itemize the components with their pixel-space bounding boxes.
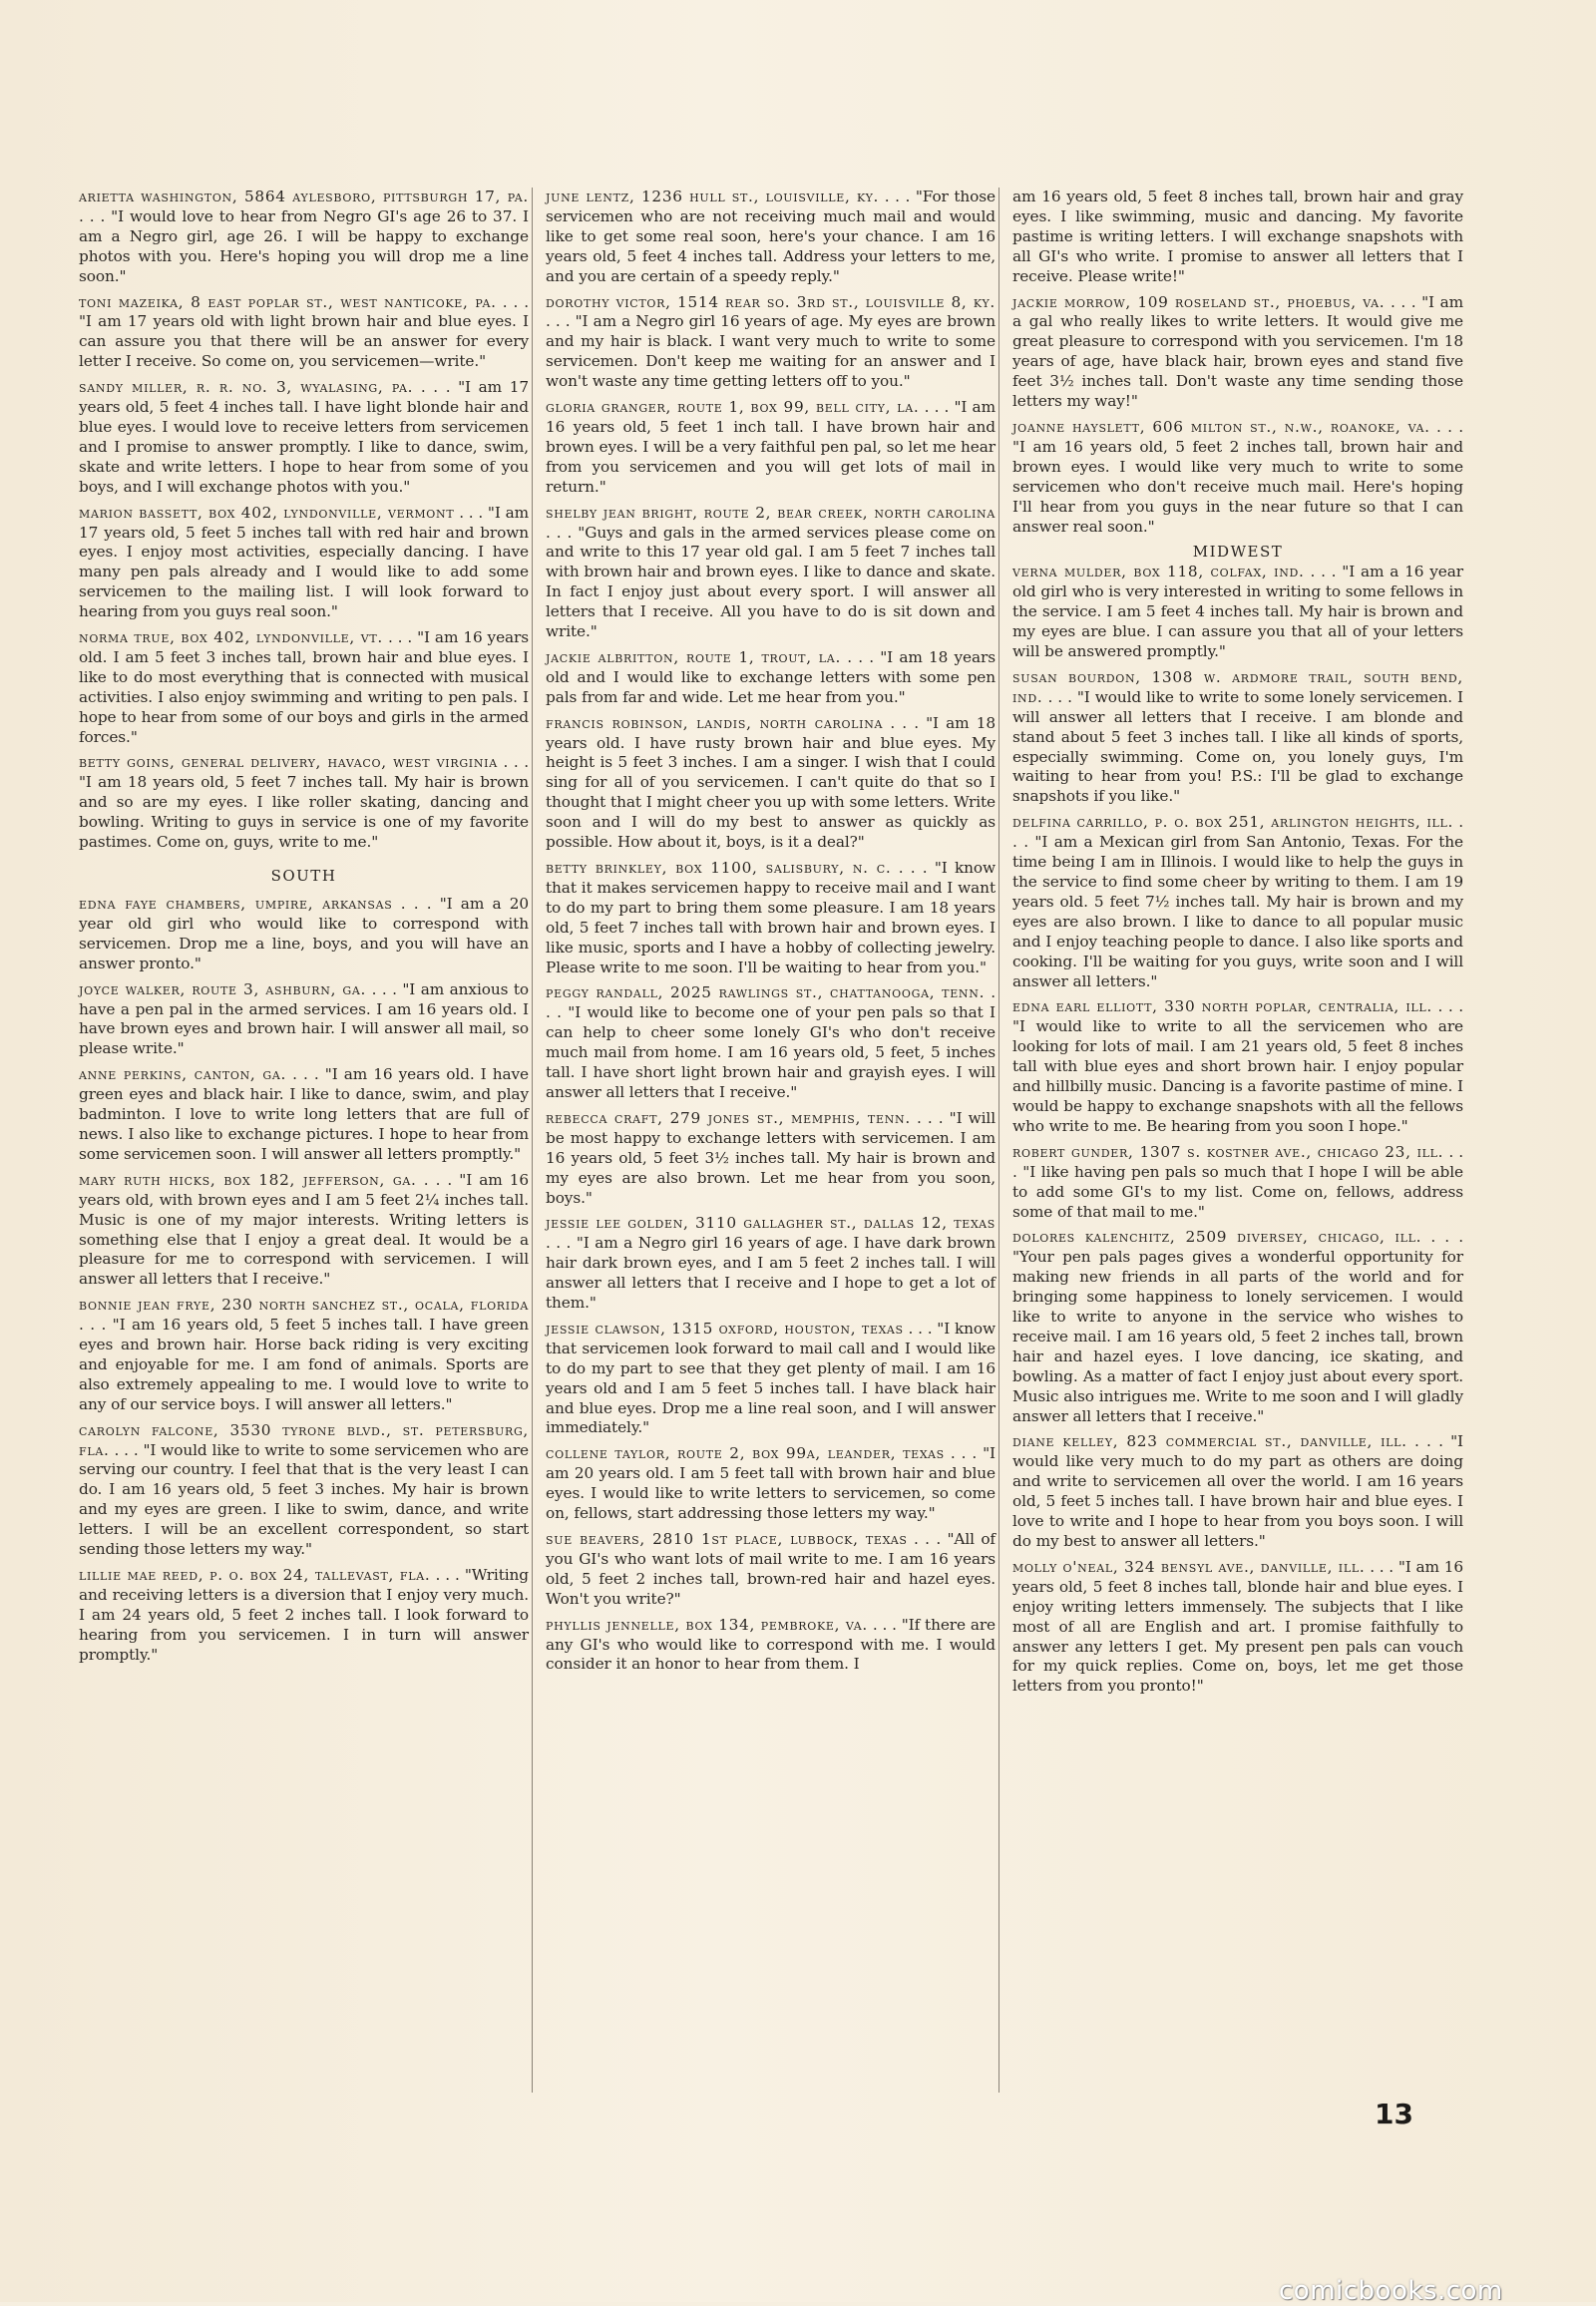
region-heading: MIDWEST [1192,543,1284,562]
entry-letter-text: . . . "I am 16 years old. I am 5 feet 3 inches tall, brown hair and blue eyes. I like to do most everything that is connected with musical activities. I also enjoy swimming and writing to pen pals. I hope to hear from some of our boys and girls in the armed forces." [79,628,530,746]
entry-letter-text: . . . "Your pen pals pages gives a wonderful opportunity for making new friends in all parts of the world and for bringing some happiness to lonely servicemen. I would like to write to anyone in the service who wishes to receive mail. I am 16 years old, 5 feet 2 inches tall, brown hair and hazel eyes. I love dancing, ice skating, and bowling. As a matter of fact I enjoy just about every sport. Music also intrigues me. Write to me soon and I will gladly answer all letters that I receive." [1012,1228,1464,1425]
pen-pal-entry [1012,563,1463,662]
entry-letter-text: . . . "Writing and receiving letters is a diversion that I enjoy very much. I am 24 years old, 5 feet 2 inches tall. I look forward to hearing from you servicemen. I in turn will answer promptly." [79,1566,530,1664]
entry-name-address: peggy randall, 2025 rawlings st., chattanooga, tenn. [546,983,986,1002]
entry-name-address: june lentz, 1236 hull st., louisville, ky. [546,188,880,205]
entry-letter-text: . . . "I would like to write to some servicemen who are serving our country. I feel that that is the very least I can do. I am 16 years old, 5 feet 3 inches. My hair is brown and my eyes are green. I like to swim, dance, and write letters. I will be an excellent correspondent, so start sending those letters my way." [79,1440,529,1559]
entry-name-address: sandy miller, r. r. no. 3, wyalasing, pa. [79,378,414,397]
pen-pal-entry [546,293,996,393]
entry-name-address: susan bourdon, 1308 w. ardmore trail, south bend, ind. [1012,667,1463,706]
entry-name-address: edna faye chambers, umpire, arkansas [79,895,393,913]
entry-name-address: molly o'neal, 324 bensyl ave., danville, ill. [1012,1557,1366,1576]
entry-name-address: carolyn falcone, 3530 tyrone blvd., st. petersburg, fla. [79,1420,529,1459]
pen-pal-entry [1012,188,1463,287]
pen-pal-entry [546,1616,996,1676]
pen-pal-entry [1012,1143,1463,1223]
entry-letter-text: . . . "I am anxious to have a pen pal in the armed services. I am 16 years old. I have brown eyes and brown hair. I will answer all mail, so please write." [79,979,529,1058]
entry-letter-text: . . . "I am 16 years old, 5 feet 2 inches tall, brown hair and brown eyes. I would like very much to write to some servicemen who don't receive much mail. Here's hoping I'll hear from you guys in the near future so that I can answer real soon." [1012,417,1463,536]
pen-pal-entry [79,980,529,1060]
column-1 [76,188,533,2093]
entry-name-address: mary ruth hicks, box 182, jefferson, ga. [79,1170,417,1189]
pen-pal-entry [1012,1432,1463,1551]
entry-name-address: joyce walker, route 3, ashburn, ga. [79,979,367,998]
pen-pal-entry [1012,997,1463,1136]
pen-pal-entry [546,859,996,977]
pen-pal-entry [1012,1228,1463,1426]
entry-letter-text: . . . "I am a Mexican girl from San Antonio, Texas. For the time being I am in Illinois. I would like to help the guys in the service to find some cheer by writing to them. I am 19 years old. 5 feet 7½ inches tall. My hair is brown and my eyes are also brown. I like to dance to all popular music and I enjoy teaching people to dance. I also like sports and cooking. I'll be waiting for you guys, write soon and I will answer all letters." [1012,813,1464,990]
pen-pal-entry [79,753,529,853]
entry-name-address: arietta washington, 5864 aylesboro, pittsburgh 17, pa. [79,188,529,205]
pen-pal-columns [76,188,1466,2093]
entry-name-address: collene taylor, route 2, box 99a, leander, texas [546,1444,945,1463]
entry-name-address: gloria granger, route 1, box 99, bell city, la. [546,398,920,417]
entry-letter-text: . . . "I am 18 years old. I have rusty brown hair and blue eyes. My height is 5 feet 3 inches. I am a singer. I wish that I could sing for all of you servicemen. I can't quite do that so I thought that I might cheer you up with some letters. Write soon and I will do my best to answer as quickly as possible. How about it, boys, is it a deal?" [546,713,997,852]
entry-letter-text: . . . "I am 17 years old with light brown hair and blue eyes. I can assure you that there will be an answer for every letter I receive. So come on, you servicemen—write." [79,292,530,371]
pen-pal-entry [79,1296,529,1414]
entry-name-address: jessie clawson, 1315 oxford, houston, texas [546,1319,904,1338]
entry-name-address: rebecca craft, 279 jones st., memphis, tenn. [546,1108,911,1127]
column-3 [1009,188,1466,2093]
pen-pal-entry [1012,418,1463,537]
entry-letter-text: . . . "Guys and gals in the armed services please come on and write to this 17 year old gal. I am 5 feet 7 inches tall with brown hair and brown eyes. I like to dance and skate. In fact I enjoy just about every sport. I will answer all letters that I receive. All you have to do is sit down and write." [546,523,996,641]
entry-letter-text: . . . "I am 16 years old, 5 feet 8 inches tall, blonde hair and blue eyes. I enjoy writing letters immensely. The subjects that I like most of all are English and art. I promise faithfully to answer any letters I get. My present pen pals can vouch for my quick replies. Come on, boys, let me get those letters from you pronto!" [1012,1557,1464,1696]
entry-name-address: verna mulder, box 118, colfax, ind. [1012,563,1305,581]
entry-letter-text: . . . "I am 18 years old, 5 feet 7 inches tall. My hair is brown and so are my eyes. I like roller skating, dancing and bowling. Writing to guys in service is one of my favorite pastimes. Come on, guys, write to me." [79,753,529,852]
entry-name-address: norma true, box 402, lyndonville, vt. [79,628,383,647]
pen-pal-entry [79,293,529,373]
pen-pal-entry [79,188,529,287]
entry-letter-text: . . . "All of you GI's who want lots of mail write to me. I am 16 years old, 5 feet 2 inches tall, brown-red hair and hazel eyes. Won't you write?" [546,1530,996,1608]
entry-name-address: anne perkins, canton, ga. [79,1065,287,1084]
entry-letter-text: . . . "I am 16 years old, with brown eyes and I am 5 feet 2¼ inches tall. Music is one of my major interests. Writing letters is something else that I enjoy a great deal. It would be a pleasure for me to correspond with servicemen. I will answer all letters that I receive." [79,1170,529,1289]
entry-letter-text: . . . "I am 17 years old, 5 feet 4 inches tall. I have light blonde hair and blue eyes. I would love to receive letters from servicemen and I promise to answer promptly. I like to dance, swim, skate and write letters. I hope to hear from some of you boys, and I will exchange photos with you." [79,378,530,496]
entry-name-address: francis robinson, landis, north carolina [546,713,884,732]
region-heading: SOUTH [270,867,337,885]
entry-name-address: bonnie jean frye, 230 north sanchez st., ocala, florida [79,1296,529,1315]
pen-pal-entry [79,628,529,747]
entry-letter-text: . . . "I am 16 years old, 5 feet 1 inch tall. I have brown hair and brown eyes. I will be a very faithful pen pal, so let me hear from you servicemen and you will get lots of mail in return." [546,398,996,496]
pen-pal-entry [546,188,996,287]
pen-pal-entry [79,1421,529,1560]
pen-pal-entry [546,648,996,708]
pen-pal-entry [546,714,996,853]
entry-letter-text: . . . "I am a 20 year old girl who would like to correspond with servicemen. Drop me a line, boys, and you will have an answer pronto." [79,895,529,972]
pen-pal-entry [79,895,529,974]
pen-pal-entry [1012,293,1463,412]
pen-pal-entry [1012,1558,1463,1697]
page-number: 13 [1375,2098,1413,2130]
entry-letter-text: . . . "I am a 16 year old girl who is very interested in writing to some fellows in the service. I am 5 feet 4 inches tall. My hair is brown and my eyes are blue. I can assure you that all of your letters will be answered promptly." [1012,563,1463,661]
entry-letter-text: . . . "For those servicemen who are not receiving much mail and would like to get some real soon, here's your chance. I am 16 years old, 5 feet 4 inches tall. Address your letters to me, and you are certain of a speedy reply." [546,188,996,285]
entry-letter-text: . . . "I am 16 years old. I have green eyes and black hair. I like to dance, swim, and play badminton. I love to write long letters that are full of news. I also like to exchange pictures. I hope to hear from some servicemen soon. I will answer all letters promptly." [79,1065,529,1163]
entry-letter-text: . . . "I would like to write to some lonely servicemen. I will answer all letters that I receive. I am blonde and stand about 5 feet 3 inches tall. I like all kinds of sports, especially swimming. Come on, you lonely guys, I'm waiting to hear from you! P.S.: I'll be glad to exchange snapshots if you like." [1012,687,1463,806]
entry-letter-text: . . . "I know that it makes servicemen happy to receive mail and I want to do my part to bring them some pleasure. I am 18 years old, 5 feet 7 inches tall with brown hair and brown eyes. I like music, sports and I have a hobby of collecting jewelry. Please write to me soon. I'll be waiting to hear from you." [546,859,997,976]
entry-letter-text: am 16 years old, 5 feet 8 inches tall, brown hair and gray eyes. I like swimming, music and dancing. My favorite pastime is writing letters. I will exchange snapshots with all GI's who write. I promise to answer all letters that I receive. Please write!" [1012,188,1463,285]
pen-pal-entry [546,1444,996,1524]
pen-pal-entry [546,983,996,1102]
entry-name-address: dolores kalenchitz, 2509 diversey, chicago, ill. [1012,1228,1422,1247]
entry-letter-text: . . . "I am 17 years old, 5 feet 5 inches tall with red hair and brown eyes. I enjoy most activities, especially dancing. I have many pen pals already and I would like to add some servicemen to the mailing list. I will look forward to hearing from you guys real soon." [79,503,529,621]
entry-name-address: joanne hayslett, 606 milton st., n.w., roanoke, va. [1012,417,1430,436]
entry-letter-text: . . . "I would like to become one of your pen pals so that I can help to cheer some lonely GI's who don't receive much mail from home. I am 16 years old, 5 feet, 5 inches tall. I have short light brown hair and grayish eyes. I will answer all letters that I receive." [546,983,996,1101]
entry-letter-text: . . . "I am 16 years old, 5 feet 5 inches tall. I have green eyes and brown hair. Horse back riding is very exciting and enjoyable for me. I am fond of animals. Sports are also extremely appealing to me. I would love to write to any of our service boys. I will answer all letters." [79,1316,529,1413]
pen-pal-entry [79,378,529,497]
entry-letter-text: . . . "I would like to write to all the servicemen who are looking for lots of mail. I am 21 years old, 5 feet 8 inches tall with blue eyes and short brown hair. I enjoy popular and hillbilly music. Dancing is a favorite pastime of mine. I would be happy to exchange snapshots with all the fellows who write to me. Be hearing from you soon I hope." [1012,997,1463,1135]
entry-letter-text: . . . "I am a gal who really likes to write letters. It would give me great pleasure to correspond with you servicemen. I'm 18 years of age, have black hair, brown eyes and stand five feet 3½ inches tall. Don't waste any time sending those letters my way!" [1012,292,1463,411]
pen-pal-entry [546,1320,996,1438]
entry-name-address: phyllis jennelle, box 134, pembroke, va. [546,1615,868,1634]
pen-pal-entry [79,1065,529,1165]
entry-name-address: lillie mae reed, p. o. box 24, tallevast, fla. [79,1566,431,1584]
pen-pal-entry [79,504,529,622]
entry-name-address: edna earl elliott, 330 north poplar, centralia, ill. [1012,997,1432,1016]
entry-name-address: marion bassett, box 402, lyndonville, vermont [79,503,455,522]
entry-name-address: jessie lee golden, 3110 gallagher st., dallas 12, texas [546,1214,996,1233]
entry-name-address: sue beavers, 2810 1st place, lubbock, texas [546,1530,908,1548]
column-2 [543,188,999,2093]
entry-name-address: toni mazeika, 8 east poplar st., west nanticoke, pa. [79,292,497,311]
entry-letter-text: . . . "I am 20 years old. I am 5 feet tall with brown hair and blue eyes. I would like to write letters to servicemen, so come on, fellows, start addressing those letters my way." [546,1444,996,1523]
watermark: comicbooks.com [1279,2276,1503,2306]
entry-name-address: dorothy victor, 1514 rear so. 3rd st., louisville 8, ky. [546,292,996,311]
pen-pal-entry [1012,668,1463,807]
entry-name-address: betty goins, general delivery, havaco, west virginia [79,753,498,772]
pen-pal-entry [79,1566,529,1666]
entry-name-address: diane kelley, 823 commercial st., danville, ill. [1012,1432,1407,1451]
entry-name-address: shelby jean bright, route 2, bear creek, north carolina [546,503,996,522]
pen-pal-entry [546,1109,996,1209]
pen-pal-entry [546,1530,996,1610]
pen-pal-entry [79,1171,529,1290]
entry-letter-text: . . . "I am 18 years old and I would like to exchange letters with some pen pals from far and wide. Let me hear from you." [546,647,996,706]
entry-letter-text: . . . "I would like very much to do my part as others are doing and write to servicemen all over the world. I am 16 years old, 5 feet 5 inches tall. I have brown hair and blue eyes. I love to write and I hope to hear from you boys soon. I will do my best to answer all letters." [1012,1432,1463,1550]
pen-pal-entry [546,1214,996,1314]
entry-letter-text: . . . "If there are any GI's who would like to correspond with me. I would consider it an honor to hear from them. I [546,1615,996,1674]
entry-name-address: jackie morrow, 109 roseland st., phoebus, va. [1012,292,1386,311]
entry-letter-text: . . . "I like having pen pals so much that I hope I will be able to add some GI's to my list. Come on, fellows, address some of that mail to me." [1012,1142,1463,1221]
entry-name-address: robert gunder, 1307 s. kostner ave., chicago 23, ill. [1012,1142,1444,1161]
pen-pal-entry [546,398,996,498]
entry-name-address: jackie albritton, route 1, trout, la. [546,647,842,666]
pen-pal-entry [546,504,996,642]
entry-letter-text: . . . "I am a Negro girl 16 years of age. I have dark brown hair dark brown eyes, and I am 5 feet 2 inches tall. I will answer all letters that I receive and I hope to get a lot of them." [546,1234,996,1313]
entry-name-address: betty brinkley, box 1100, salisbury, n. c. [546,859,892,877]
entry-letter-text: . . . "I would love to hear from Negro GI's age 26 to 37. I am a Negro girl, age 26. I will be happy to exchange photos with you. Here's hoping you will drop me a line soon." [79,206,529,285]
entry-letter-text: . . . "I know that servicemen look forward to mail call and I would like to do my part to see that they get plenty of mail. I am 16 years old and I am 5 feet 5 inches tall. I have black hair and blue eyes. Drop me a line real soon, and I will answer immediately." [546,1319,996,1437]
pen-pal-entry [1012,813,1463,991]
entry-letter-text: . . . "I am a Negro girl 16 years of age. My eyes are brown and my hair is black. I want very much to write to some servicemen. Don't keep me waiting for an answer and I won't waste any time getting letters off to you." [546,312,996,391]
entry-letter-text: . . . "I will be most happy to exchange letters with servicemen. I am 16 years old, 5 feet 3½ inches tall. My hair is brown and my eyes are also brown. Let me hear from you soon, boys." [546,1108,996,1207]
entry-name-address: delfina carrillo, p. o. box 251, arlington heights, ill. [1012,813,1454,832]
